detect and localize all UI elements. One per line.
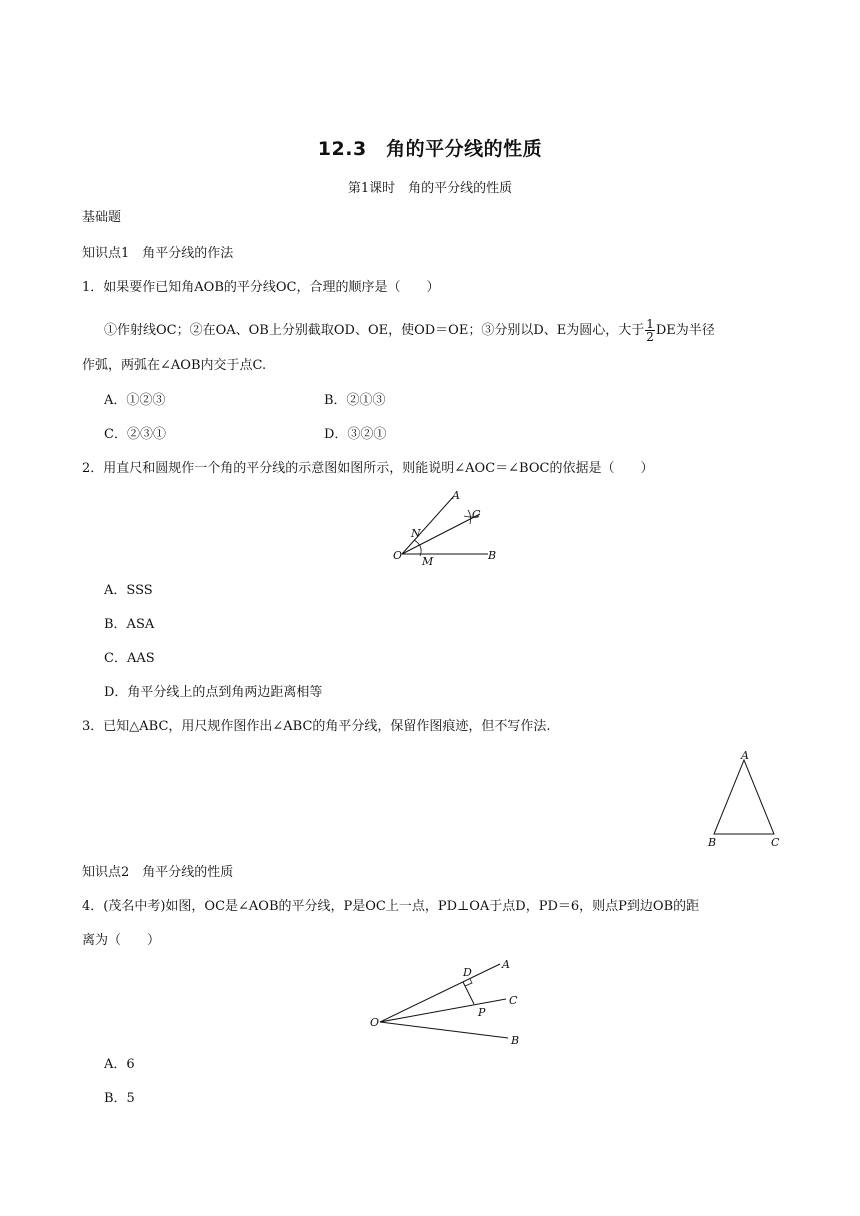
label-C: C [509, 994, 518, 1007]
label-M: M [422, 555, 434, 568]
section-basic: 基础题 [82, 210, 122, 225]
lesson-subtitle: 第1课时 角的平分线的性质 [347, 181, 513, 196]
label-A: A [502, 958, 510, 971]
q1-stem: 1．如果要作已知角AOB的平分线OC，合理的顺序是（ ） [82, 280, 440, 295]
q4-figure [366, 954, 526, 1050]
label-A: A [452, 489, 460, 502]
q4-option-a: A．6 [104, 1057, 135, 1072]
q2-option-b: B．ASA [104, 617, 155, 632]
fraction-numerator: 1 [646, 317, 654, 331]
q2-option-d: D．角平分线上的点到角两边距离相等 [104, 685, 323, 700]
q1-line1-a: ①作射线OC；②在OA、OB上分别截取OD、OE，使OD＝OE；③分别以D、E为圆心，大于 [104, 323, 645, 338]
label-D: D [463, 966, 472, 979]
q2-figure [380, 486, 510, 566]
segment-PD [463, 982, 474, 1004]
q3-stem: 3．已知△ABC，用尺规作图作出∠ABC的角平分线，保留作图痕迹，但不写作法. [82, 719, 551, 734]
label-P: P [478, 1006, 486, 1019]
q1-text-line2: 作弧，两弧在∠AOB内交于点C. [82, 358, 267, 373]
knowledge-point-1: 知识点1 角平分线的作法 [82, 246, 234, 261]
q1-text-line1 [104, 318, 715, 343]
q1-option-c: C．②③① [104, 427, 166, 442]
q2-stem: 2．用直尺和圆规作一个角的平分线的示意图如图所示，则能说明∠AOC＝∠BOC的依据是（ ） [82, 461, 654, 476]
ray-OB [380, 1022, 508, 1038]
q1-line1-b: DE为半径 [655, 323, 715, 338]
label-A: A [741, 749, 749, 762]
q2-option-c: C．AAS [104, 651, 155, 666]
q1-option-b: B．②①③ [324, 393, 386, 408]
q3-triangle-figure [700, 748, 790, 852]
label-O: O [370, 1016, 380, 1029]
knowledge-point-2: 知识点2 角平分线的性质 [82, 865, 234, 880]
q4-option-b: B．5 [104, 1091, 135, 1106]
ray-OC [380, 999, 506, 1022]
label-B: B [511, 1034, 520, 1047]
q2-option-a: A．SSS [104, 583, 153, 598]
label-O: O [393, 549, 403, 562]
ray-OA [402, 496, 454, 554]
q4-stem-line1: 4．(茂名中考)如图，OC是∠AOB的平分线，P是OC上一点，PD⊥OA于点D，PD＝6，则点P到边OB的距 [82, 899, 700, 914]
label-B: B [488, 549, 497, 562]
q1-option-d: D．③②① [324, 427, 387, 442]
fraction-denominator: 2 [646, 330, 654, 344]
label-B: B [708, 836, 717, 849]
q4-stem-line2: 离为（ ） [82, 933, 161, 948]
label-N: N [411, 527, 421, 540]
triangle-ABC [714, 760, 774, 834]
page-title: 12.3 角的平分线的性质 [317, 138, 543, 160]
q1-option-a: A．①②③ [104, 393, 166, 408]
label-C: C [771, 836, 780, 849]
fraction-half [645, 318, 655, 343]
label-C: C [472, 508, 481, 521]
